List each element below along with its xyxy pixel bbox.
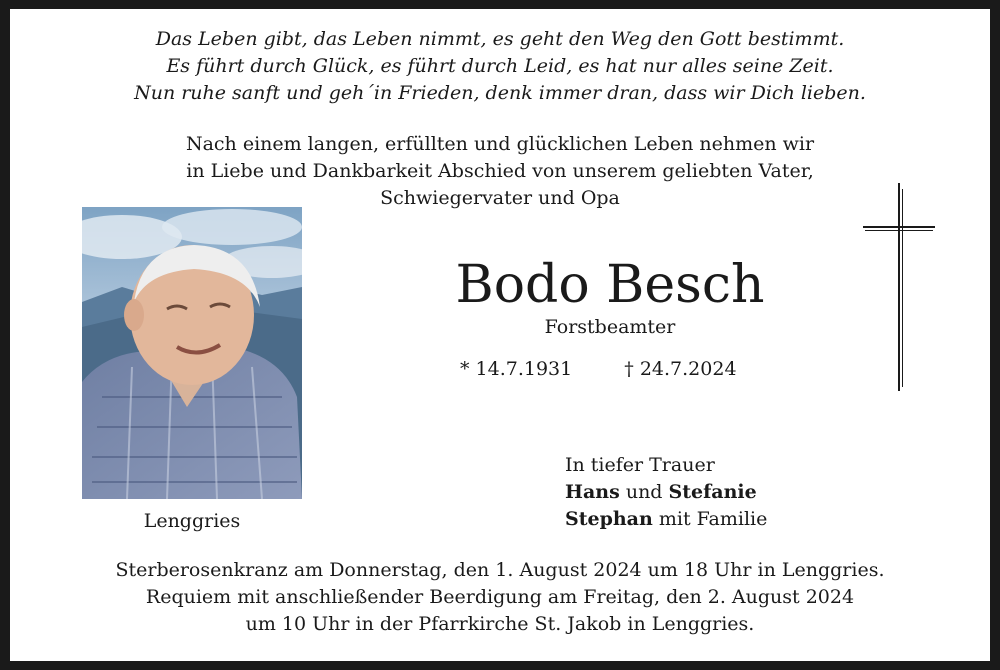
poem-line: Nun ruhe sanft und geh´in Frieden, denk immer dran, dass wir Dich lieben. [134, 82, 866, 104]
portrait-photo [82, 207, 302, 499]
intro-line: Nach einem langen, erfüllten und glücklichen Leben nehmen wir [185, 133, 815, 155]
poem-line: Das Leben gibt, das Leben nimmt, es geht den Weg den Gott bestimmt. [155, 28, 845, 50]
service-line: Sterberosenkranz am Donnerstag, den 1. August 2024 um 18 Uhr in Lenggries. [115, 559, 885, 581]
place-label: Lenggries [143, 510, 241, 532]
service-line: Requiem mit anschließender Beerdigung am Freitag, den 2. August 2024 [145, 586, 855, 608]
mourner-join: und [625, 481, 663, 503]
mourner-join: mit Familie [658, 508, 768, 530]
intro-text [0, 131, 1000, 212]
intro-line: in Liebe und Dankbarkeit Abschied von unserem geliebten Vater, [186, 160, 814, 182]
service-line: um 10 Uhr in der Pfarrkirche St. Jakob in Lenggries. [245, 613, 755, 635]
deceased-name: Bodo Besch [455, 255, 765, 315]
poem [0, 26, 1000, 107]
service-info [0, 557, 1000, 638]
intro-line: Schwiegervater und Opa [380, 187, 620, 209]
mourners-intro: In tiefer Trauer [565, 454, 715, 476]
mourner-name: Stephan [565, 508, 653, 530]
portrait-illustration [82, 207, 302, 499]
mourners-block [565, 452, 767, 533]
mourner-name: Stefanie [668, 481, 757, 503]
death-date: † 24.7.2024 [624, 358, 737, 380]
mourner-name: Hans [565, 481, 620, 503]
mourners-line [565, 479, 767, 506]
birth-date: * 14.7.1931 [460, 358, 573, 380]
profession: Forstbeamter [544, 316, 676, 338]
cross-icon [863, 183, 935, 391]
mourners-line [565, 506, 767, 533]
poem-line: Es führt durch Glück, es führt durch Leid, es hat nur alles seine Zeit. [166, 55, 834, 77]
life-dates [460, 358, 737, 380]
